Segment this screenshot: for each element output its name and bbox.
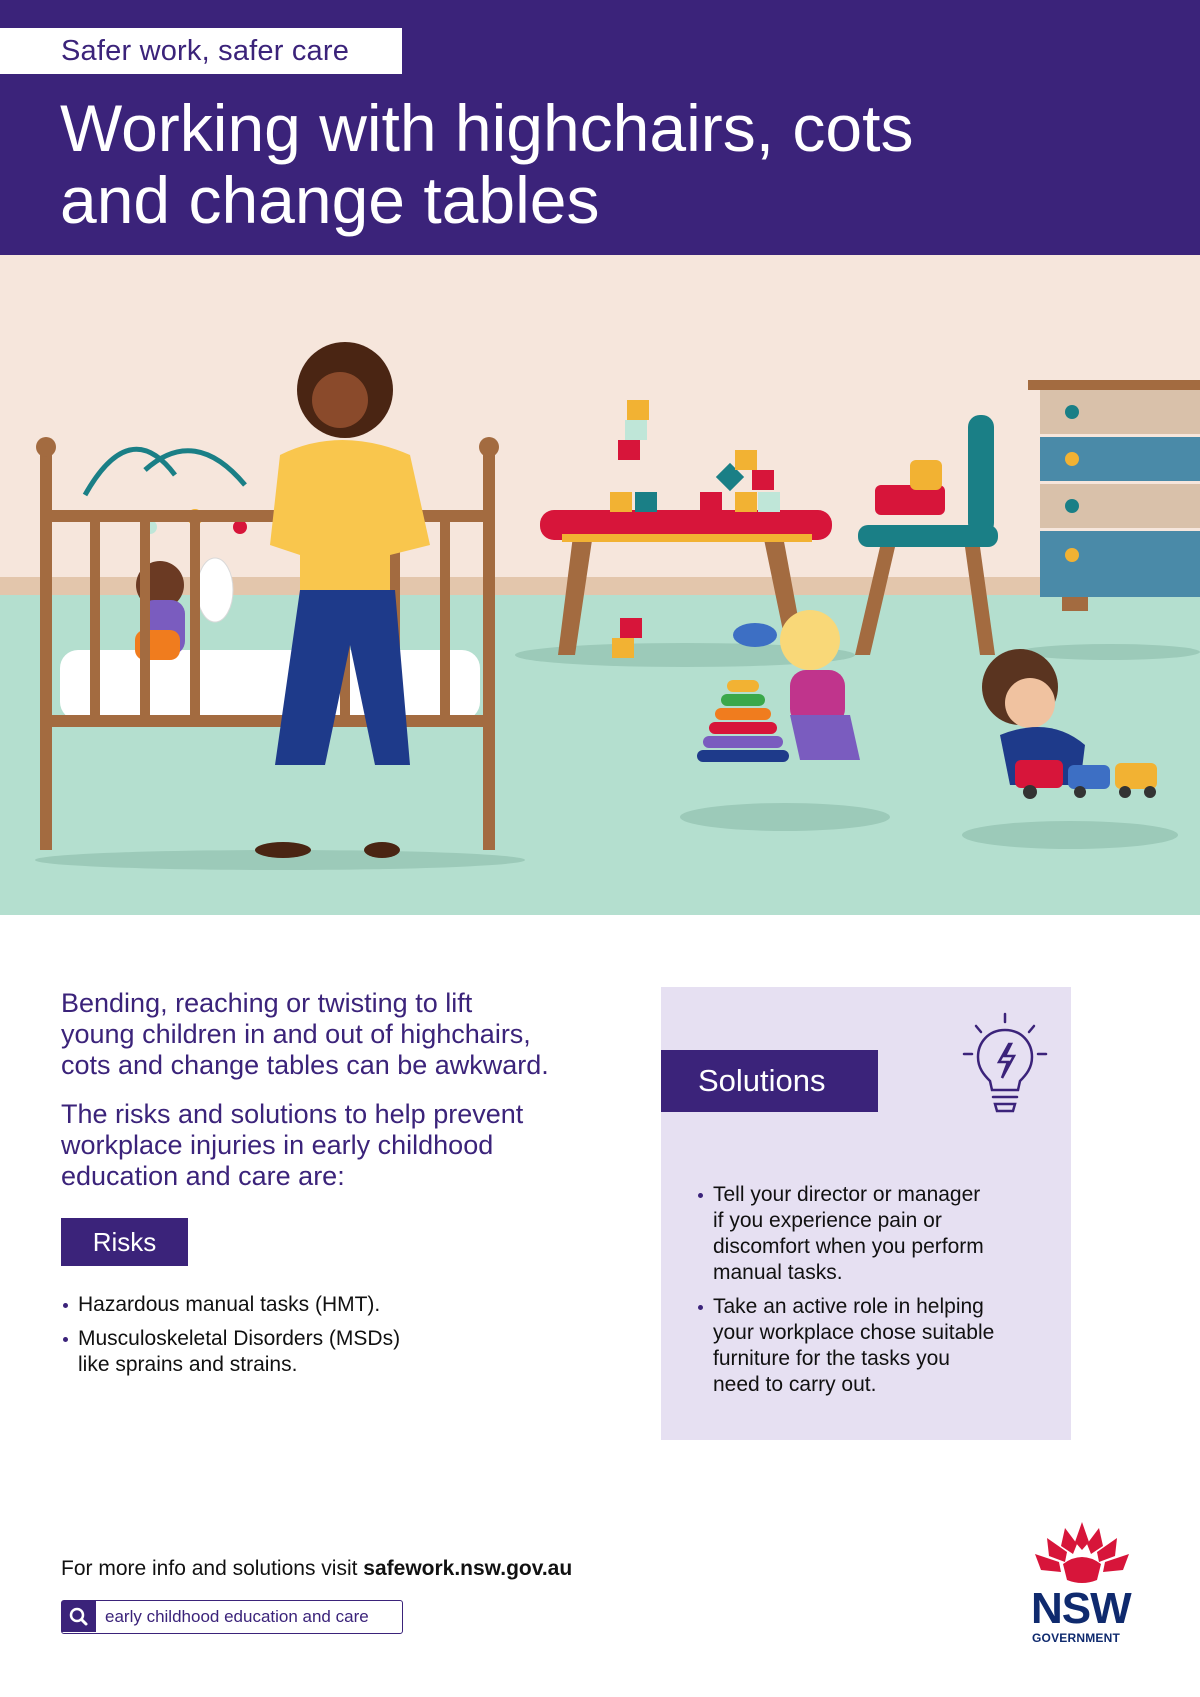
- list-item: Take an active role in helping your workplace chose suitable furniture for the tasks you need to carry out.: [696, 1294, 1046, 1398]
- website-link[interactable]: safework.nsw.gov.au: [363, 1557, 573, 1580]
- risks-list: [61, 1292, 581, 1386]
- title-line-1: Working with highchairs, cots: [60, 91, 914, 165]
- nsw-government-logo: [1027, 1520, 1137, 1645]
- waratah-icon: [1027, 1520, 1137, 1586]
- more-info-text: For more info and solutions visit safework.nsw.gov.au: [61, 1557, 573, 1580]
- search-icon: [62, 1601, 96, 1632]
- logo-nsw-text: NSW: [1031, 1584, 1131, 1633]
- intro-paragraph-1: Bending, reaching or twisting to lift young children in and out of highchairs, cots and change tables can be awkward.: [61, 988, 549, 1080]
- search-text: early childhood education and care: [105, 1607, 369, 1626]
- list-item: Tell your director or manager if you experience pain or discomfort when you perform manual tasks.: [696, 1182, 1046, 1286]
- page-title: [60, 92, 1060, 236]
- header-banner: [0, 0, 1200, 255]
- solutions-list: [696, 1182, 1046, 1406]
- logo-government-text: GOVERNMENT: [1032, 1631, 1121, 1645]
- title-line-2: and change tables: [60, 163, 600, 237]
- series-tag: Safer work, safer care: [0, 28, 402, 74]
- risks-heading: Risks: [61, 1218, 188, 1266]
- lightbulb-icon: [962, 1012, 1048, 1116]
- drawers-illustration: [1028, 380, 1200, 611]
- list-item: Hazardous manual tasks (HMT).: [61, 1292, 581, 1318]
- search-box[interactable]: [61, 1600, 403, 1634]
- intro-paragraph-2: The risks and solutions to help prevent workplace injuries in early childhood education and care are:: [61, 1099, 524, 1191]
- childcare-room-illustration: [0, 255, 1200, 915]
- solutions-heading: Solutions: [661, 1050, 878, 1112]
- list-item: Musculoskeletal Disorders (MSDs) like sprains and strains.: [61, 1326, 581, 1378]
